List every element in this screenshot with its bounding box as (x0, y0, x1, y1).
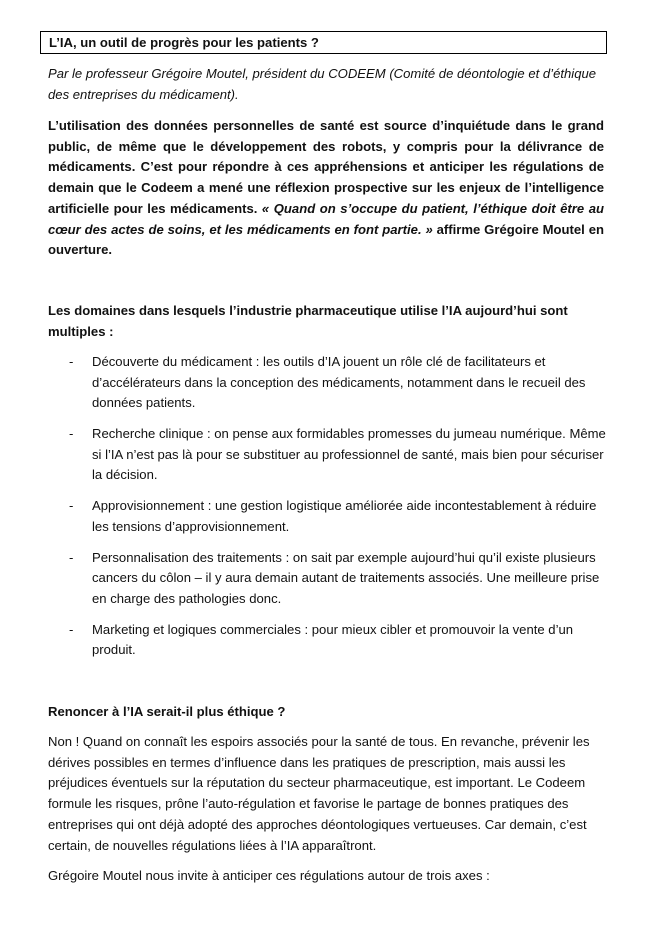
document-title: L’IA, un outil de progrès pour les patients ? (40, 31, 607, 54)
list-item-text: Recherche clinique : on pense aux formidables promesses du jumeau numérique. Même si l’IA n’est pas là pour se substituer au professionnel de santé, mais bien pour sécuriser la décision. (92, 426, 606, 482)
list-item-text: Découverte du médicament : les outils d’IA jouent un rôle clé de facilitateurs et d’accélérateurs dans la conception des médicaments, notamment dans le recueil des données patients. (92, 354, 586, 410)
list-item (48, 424, 608, 486)
list-item (48, 496, 608, 537)
list-item (48, 548, 608, 610)
bullet-dash: - (69, 549, 74, 565)
closing-paragraph: Grégoire Moutel nous invite à anticiper ces régulations autour de trois axes : (48, 868, 490, 883)
bullet-dash: - (69, 621, 74, 637)
list-item-text: Marketing et logiques commerciales : pour mieux cibler et promouvoir la vente d’un produit. (92, 621, 574, 657)
lead-text: L’utilisation des données personnelles de santé est source d’inquiétude dans le grand public, de même que le développement des robots, y compris pour la délivrance de médicaments. C’est pour répondre à ces appréhensions et anticiper les régulations de demain que le Codeem a mené une réflexion prospective sur les enjeux de l’intelligence artificielle pour les médicaments. (48, 118, 604, 216)
bullet-dash: - (69, 354, 74, 369)
byline: Par le professeur Grégoire Moutel, président du CODEEM (Comité de déontologie et d’éthique des entreprises du médicament). (48, 66, 597, 102)
domains-list (48, 352, 608, 671)
list-item-text: Approvisionnement : une gestion logistique améliorée aide incontestablement à réduire les tensions d’approvisionnement. (92, 498, 597, 534)
ethics-paragraph: Non ! Quand on connaît les espoirs associés pour la santé de tous. En revanche, prévenir les dérives possibles en termes d’influence dans les pratiques de prescription, mais aussi les préjudices éventuels sur la réputation du secteur pharmaceutique, est important. Le Codeem formule les risques, prône l’auto-régulation et favorise le partage de bonnes pratiques des entreprises qui ont déjà adopté des approches déontologiques vertueuses. Car demain, c’est certain, de nouvelles régulations liées à l’IA apparaîtront. (48, 734, 590, 853)
lead-paragraph (48, 116, 604, 261)
list-item-text: Personnalisation des traitements : on sait par exemple aujourd’hui qu’il existe plusieurs cancers du côlon – il y aura demain autant de traitements associés. Une meilleure prise en charge des pathologies donc. (92, 549, 600, 606)
bullet-dash: - (69, 498, 74, 513)
section-heading-domains: Les domaines dans lesquels l’industrie pharmaceutique utilise l’IA aujourd’hui sont multiples : (48, 303, 568, 339)
list-item (48, 352, 608, 414)
lead-quote: « Quand on s’occupe du patient, l’éthique doit être au cœur des actes de soins, et les médicaments en font partie. » (48, 200, 604, 237)
section-heading-ethics: Renoncer à l’IA serait-il plus éthique ? (48, 704, 286, 719)
list-item (48, 620, 608, 661)
bullet-dash: - (69, 426, 74, 441)
lead-tail: affirme Grégoire Moutel en ouverture. (48, 221, 604, 258)
